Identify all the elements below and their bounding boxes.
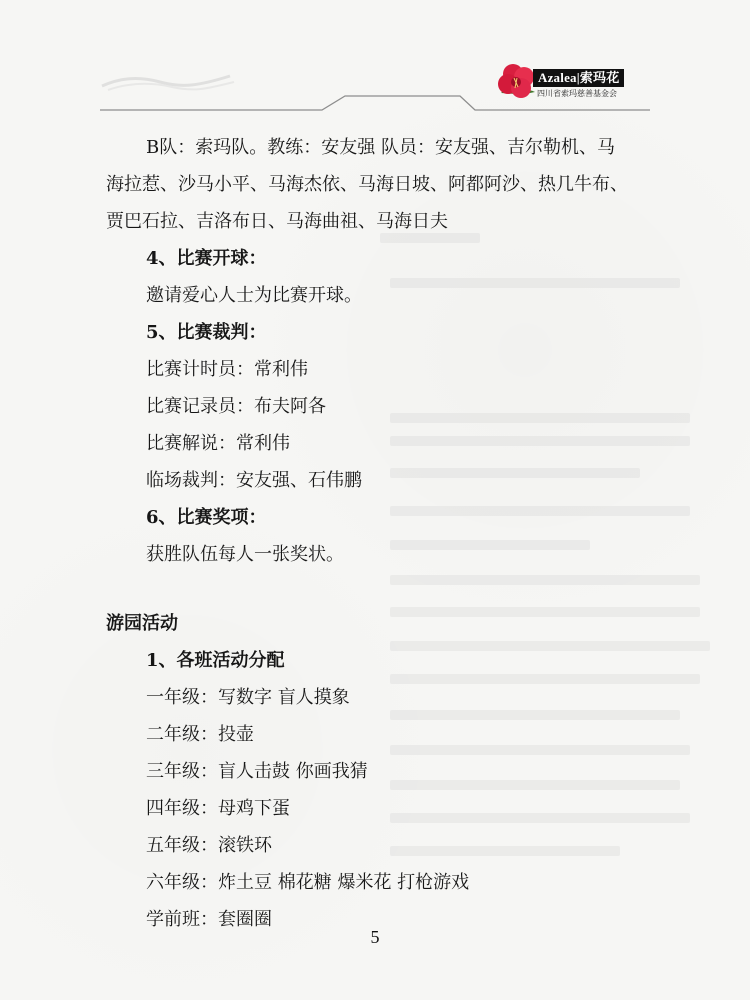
body-line: 一年级：写数字 盲人摸象 [146,687,350,708]
body-line: 五年级：滚铁环 [146,835,272,856]
bleed-through-mark [380,233,480,243]
bleed-through-mark [390,278,680,288]
body-line: 三年级：盲人击鼓 你画我猜 [146,761,368,782]
bleed-through-mark [390,674,700,684]
logo-title: Azalea|索玛花 [533,69,624,87]
body-line: 六年级：炸土豆 棉花糖 爆米花 打枪游戏 [146,872,470,893]
bleed-through-mark [390,413,690,423]
section-heading: 1、各班活动分配 [146,650,285,671]
section-heading: 6、比赛奖项： [146,507,267,528]
bleed-through-mark [390,813,690,823]
bleed-through-mark [390,506,690,516]
body-line: B队：索玛队。教练：安友强 队员：安友强、吉尔勒机、马 [146,137,615,158]
body-line: 贾巴石拉、吉洛布日、马海曲祖、马海日夫 [106,211,448,232]
body-line: 获胜队伍每人一张奖状。 [146,544,344,565]
body-line: 临场裁判：安友强、石伟鹏 [146,470,362,491]
bleed-through-mark [390,846,620,856]
bleed-through-mark [390,780,680,790]
organization-logo [493,59,651,111]
body-line: 比赛计时员：常利伟 [146,359,308,380]
body-line: 邀请爱心人士为比赛开球。 [146,285,362,306]
bleed-through-mark [390,641,710,651]
bleed-through-mark [390,607,700,617]
body-line: 二年级：投壶 [146,724,254,745]
body-line: 比赛解说：常利伟 [146,433,290,454]
body-line: 海拉惹、沙马小平、马海杰依、马海日坡、阿都阿沙、热几牛布、 [106,174,628,195]
bleed-through-mark [390,436,690,446]
body-line: 学前班：套圈圈 [146,909,272,930]
bleed-through-mark [390,468,640,478]
bleed-through-mark [390,540,590,550]
logo-subtitle: 四川省索玛慈善基金会 [537,89,617,98]
body-line: 比赛记录员：布夫阿各 [146,396,326,417]
section-heading: 5、比赛裁判： [146,322,267,343]
section-heading: 4、比赛开球： [146,248,267,269]
bleed-through-mark [390,575,700,585]
bleed-through-mark [390,745,690,755]
page-number: 5 [370,927,380,947]
body-line: 四年级：母鸡下蛋 [146,798,290,819]
bleed-through-mark [390,710,680,720]
section-title: 游园活动 [106,613,178,634]
